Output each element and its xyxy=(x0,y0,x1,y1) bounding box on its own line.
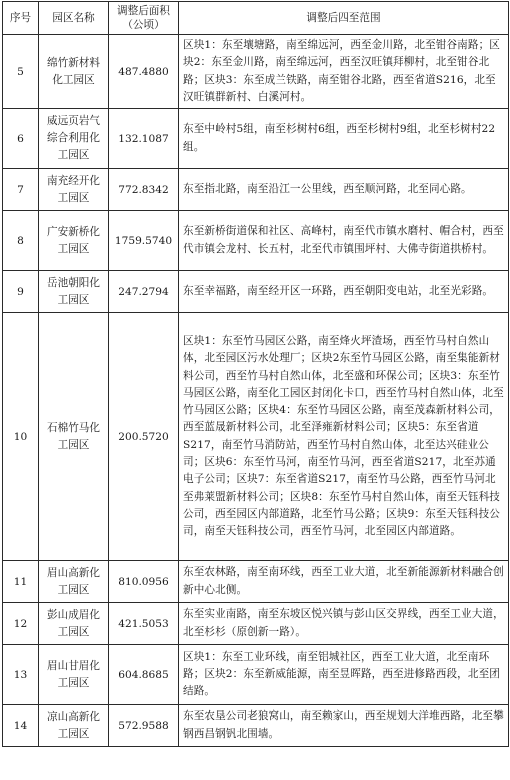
row-park-name: 彭山成眉化工园区 xyxy=(39,603,109,645)
row-area: 247.2794 xyxy=(109,271,179,313)
row-no: 6 xyxy=(3,109,39,169)
row-area: 1759.5740 xyxy=(109,211,179,271)
table-row xyxy=(3,561,509,603)
row-park-name: 石棉竹马化工园区 xyxy=(39,313,109,561)
row-area: 604.8685 xyxy=(109,645,179,705)
row-range: 区块1：东至竹马园区公路，南至烽火坪渣场，西至竹马村自然山体，北至园区污水处理厂；区块2东至竹马园区公路，南至集能新材料公司，西至竹马村自然山体，北至盛和环保公司；区块3：东至竹马园区公路，南至化工园区封闭化卡口，西至竹马村自然山体，北至竹马园区公路；区块4：东至竹马园区公路，南至茂森新材料公司，西至蓝晟新材料公司，北至泽雍新材料公司；区块5：东至省道S217，南至竹马消防站，西至竹马村自然山体，北至达兴硅业公司；区块6：东至竹马河，南至竹马河，西至省道S217，北至苏通电子公司；区块7：东至省道S217，南至竹马公路，西至竹马河北至弗莱盟新材料公司；区块8：东至竹马村自然山体，南至天钰科技公司，西至园区内部道路，北至竹马公路；区块9：东至天钰科技公司，南至天钰科技公司，西至竹马河，北至园区内部道路。 xyxy=(179,313,509,561)
row-range: 东至农林路，南至南环线，西至工业大道，北至新能源新材料融合创新中心北侧。 xyxy=(179,561,509,603)
row-range: 东至新桥街道保和社区、高峰村，南至代市镇水磨村、帽合村，西至代市镇会龙村、长五村，北至代市镇围坪村、大佛寺街道拱桥村。 xyxy=(179,211,509,271)
row-area: 200.5720 xyxy=(109,313,179,561)
row-range: 东至农垦公司老狼窝山，南至赖家山，西至规划大洋堆西路，北至攀钢西昌钢钒北围墙。 xyxy=(179,705,509,747)
row-range: 东至实业南路，南至东坡区悦兴镇与彭山区交界线，西至工业大道，北至杉杉（原创新一路）。 xyxy=(179,603,509,645)
row-no: 5 xyxy=(3,35,39,109)
row-area: 772.8342 xyxy=(109,169,179,211)
table-row xyxy=(3,313,509,561)
row-park-name: 眉山高新化工园区 xyxy=(39,561,109,603)
row-park-name: 广安新桥化工园区 xyxy=(39,211,109,271)
row-no: 8 xyxy=(3,211,39,271)
table-row xyxy=(3,271,509,313)
row-area: 487.4880 xyxy=(109,35,179,109)
table-row xyxy=(3,211,509,271)
row-no: 7 xyxy=(3,169,39,211)
table-row xyxy=(3,603,509,645)
row-no: 14 xyxy=(3,705,39,747)
row-range: 区块1：东至工业环线，南至铝城社区，西至工业大道，北至南环路；区块2：东至新威能源，南至昱晖路，西至进修路西段，北至团结路。 xyxy=(179,645,509,705)
row-no: 9 xyxy=(3,271,39,313)
row-area: 572.9588 xyxy=(109,705,179,747)
row-area: 421.5053 xyxy=(109,603,179,645)
row-park-name: 绵竹新材料化工园区 xyxy=(39,35,109,109)
row-park-name: 岳池朝阳化工园区 xyxy=(39,271,109,313)
row-area: 132.1087 xyxy=(109,109,179,169)
row-area: 810.0956 xyxy=(109,561,179,603)
row-park-name: 威远页岩气综合利用化工园区 xyxy=(39,109,109,169)
row-range: 东至幸福路，南至经开区一环路，西至朝阳变电站，北至光彩路。 xyxy=(179,271,509,313)
row-range: 东至指北路，南至沿江一公里线，西至顺河路，北至同心路。 xyxy=(179,169,509,211)
row-no: 11 xyxy=(3,561,39,603)
table-row xyxy=(3,109,509,169)
row-no: 12 xyxy=(3,603,39,645)
table-row xyxy=(3,705,509,747)
row-no: 13 xyxy=(3,645,39,705)
header-area: 调整后面积 （公顷） xyxy=(109,2,179,35)
table-row xyxy=(3,169,509,211)
table-header-row xyxy=(3,2,509,35)
row-park-name: 眉山甘眉化工园区 xyxy=(39,645,109,705)
header-range: 调整后四至范围 xyxy=(179,2,509,35)
row-range: 区块1：东至壤塘路，南至绵远河，西至金川路，北至钳谷南路；区块2：东至金川路，南至绵远河，西至汉旺镇拜柳村，北至钳谷北路；区块3：东至成兰铁路，南至钳谷北路，西至省道S216，北至汉旺镇群新村、白溪河村。 xyxy=(179,35,509,109)
row-park-name: 南充经开化工园区 xyxy=(39,169,109,211)
row-park-name: 凉山高新化工园区 xyxy=(39,705,109,747)
table-row xyxy=(3,35,509,109)
row-range: 东至中岭村5组，南至杉树村6组，西至杉树村9组，北至杉树村22组。 xyxy=(179,109,509,169)
header-no: 序号 xyxy=(3,2,39,35)
park-adjustment-table xyxy=(2,1,509,747)
row-no: 10 xyxy=(3,313,39,561)
table-row xyxy=(3,645,509,705)
header-park-name: 园区名称 xyxy=(39,2,109,35)
